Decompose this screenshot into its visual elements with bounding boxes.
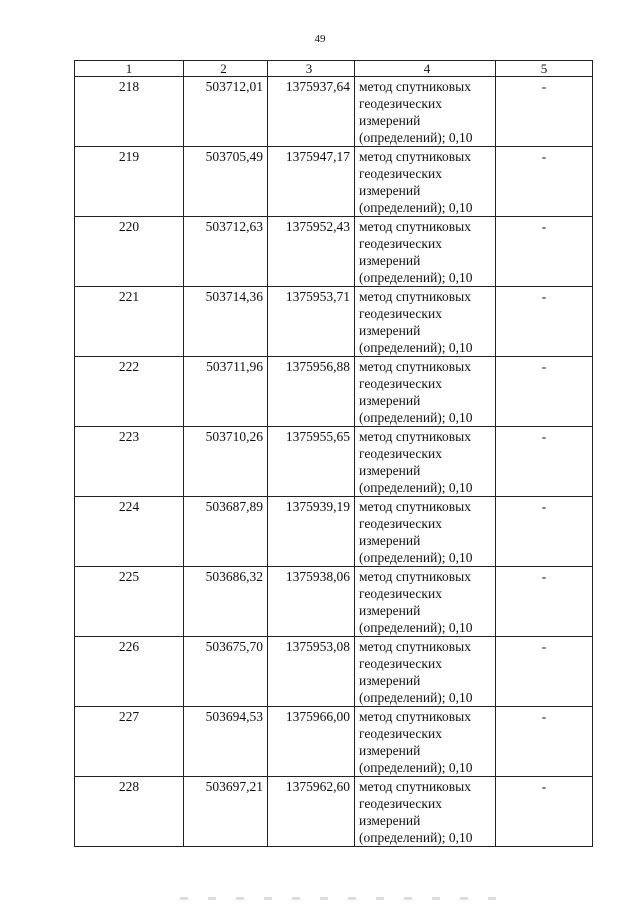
y-coordinate-cell: 1375953,71 [268, 287, 355, 357]
method-cell: метод спутниковых геодезических измерений (определений); 0,10 [355, 77, 496, 147]
method-cell: метод спутниковых геодезических измерений (определений); 0,10 [355, 777, 496, 847]
point-number-cell: 224 [75, 497, 184, 567]
note-cell: - [496, 497, 593, 567]
table-row [75, 147, 593, 217]
note-cell: - [496, 707, 593, 777]
note-cell: - [496, 77, 593, 147]
method-cell: метод спутниковых геодезических измерений (определений); 0,10 [355, 357, 496, 427]
y-coordinate-cell: 1375966,00 [268, 707, 355, 777]
point-number-cell: 221 [75, 287, 184, 357]
note-cell: - [496, 637, 593, 707]
y-coordinate-cell: 1375952,43 [268, 217, 355, 287]
x-coordinate-cell: 503687,89 [184, 497, 268, 567]
table-row [75, 287, 593, 357]
table-row [75, 497, 593, 567]
table-row [75, 427, 593, 497]
note-cell: - [496, 567, 593, 637]
table-row [75, 777, 593, 847]
y-coordinate-cell: 1375956,88 [268, 357, 355, 427]
method-cell: метод спутниковых геодезических измерений (определений); 0,10 [355, 567, 496, 637]
point-number-cell: 226 [75, 637, 184, 707]
scan-artifact [180, 897, 510, 900]
x-coordinate-cell: 503712,63 [184, 217, 268, 287]
table-row [75, 707, 593, 777]
coordinates-table [74, 60, 593, 847]
point-number-cell: 227 [75, 707, 184, 777]
x-coordinate-cell: 503686,32 [184, 567, 268, 637]
point-number-cell: 223 [75, 427, 184, 497]
x-coordinate-cell: 503714,36 [184, 287, 268, 357]
table-row [75, 77, 593, 147]
x-coordinate-cell: 503697,21 [184, 777, 268, 847]
method-cell: метод спутниковых геодезических измерений (определений); 0,10 [355, 287, 496, 357]
point-number-cell: 228 [75, 777, 184, 847]
page-number: 49 [314, 33, 326, 45]
point-number-cell: 220 [75, 217, 184, 287]
x-coordinate-cell: 503712,01 [184, 77, 268, 147]
x-coordinate-cell: 503694,53 [184, 707, 268, 777]
y-coordinate-cell: 1375939,19 [268, 497, 355, 567]
y-coordinate-cell: 1375937,64 [268, 77, 355, 147]
table-row [75, 217, 593, 287]
method-cell: метод спутниковых геодезических измерений (определений); 0,10 [355, 497, 496, 567]
note-cell: - [496, 777, 593, 847]
x-coordinate-cell: 503675,70 [184, 637, 268, 707]
y-coordinate-cell: 1375955,65 [268, 427, 355, 497]
point-number-cell: 218 [75, 77, 184, 147]
method-cell: метод спутниковых геодезических измерений (определений); 0,10 [355, 217, 496, 287]
table-header-row [75, 61, 593, 77]
column-header-2: 2 [184, 61, 268, 77]
method-cell: метод спутниковых геодезических измерений (определений); 0,10 [355, 707, 496, 777]
y-coordinate-cell: 1375962,60 [268, 777, 355, 847]
x-coordinate-cell: 503705,49 [184, 147, 268, 217]
method-cell: метод спутниковых геодезических измерений (определений); 0,10 [355, 427, 496, 497]
method-cell: метод спутниковых геодезических измерений (определений); 0,10 [355, 637, 496, 707]
note-cell: - [496, 287, 593, 357]
note-cell: - [496, 147, 593, 217]
column-header-1: 1 [75, 61, 184, 77]
y-coordinate-cell: 1375953,08 [268, 637, 355, 707]
x-coordinate-cell: 503711,96 [184, 357, 268, 427]
column-header-4: 4 [355, 61, 496, 77]
x-coordinate-cell: 503710,26 [184, 427, 268, 497]
y-coordinate-cell: 1375947,17 [268, 147, 355, 217]
note-cell: - [496, 357, 593, 427]
table-row [75, 567, 593, 637]
table-row [75, 637, 593, 707]
note-cell: - [496, 427, 593, 497]
table-row [75, 357, 593, 427]
y-coordinate-cell: 1375938,06 [268, 567, 355, 637]
point-number-cell: 225 [75, 567, 184, 637]
point-number-cell: 219 [75, 147, 184, 217]
note-cell: - [496, 217, 593, 287]
point-number-cell: 222 [75, 357, 184, 427]
column-header-5: 5 [496, 61, 593, 77]
method-cell: метод спутниковых геодезических измерений (определений); 0,10 [355, 147, 496, 217]
column-header-3: 3 [268, 61, 355, 77]
